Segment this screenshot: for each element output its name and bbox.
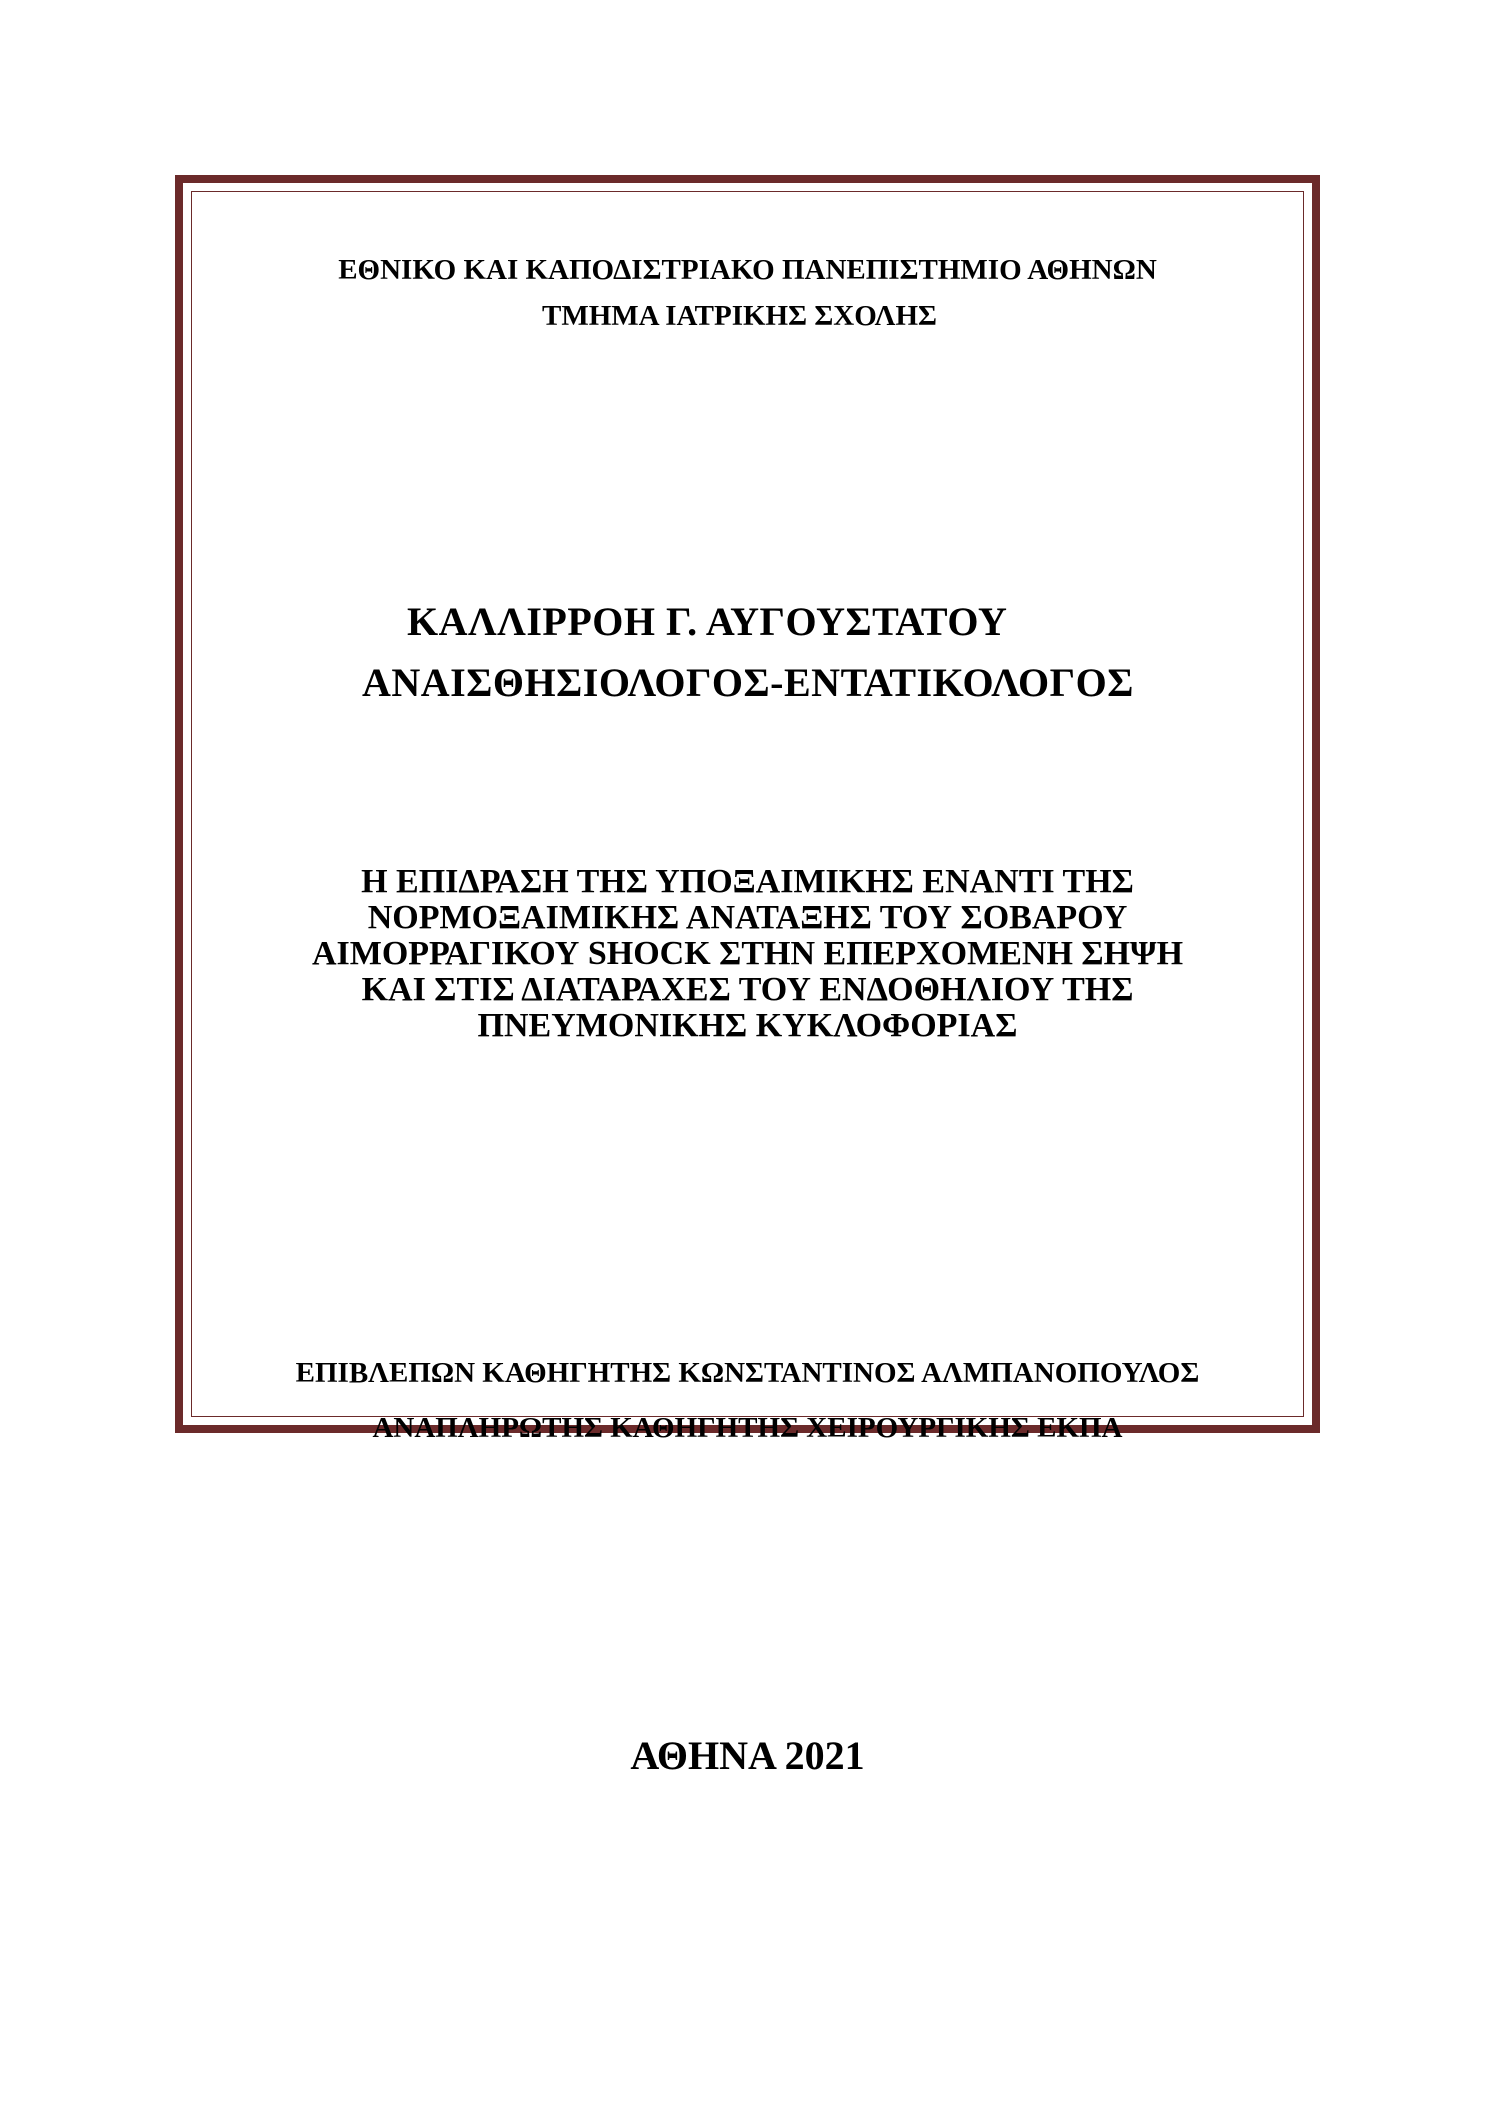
thesis-title-line: ΝΟΡΜΟΞΑΙΜΙΚΗΣ ΑΝΑΤΑΞΗΣ ΤΟΥ ΣΟΒΑΡΟΥ xyxy=(367,899,1128,936)
thesis-title-line: ΠΝΕΥΜΟΝΙΚΗΣ ΚΥΚΛΟΦΟΡΙΑΣ xyxy=(477,1007,1018,1044)
supervisor-name: ΕΠΙΒΛΕΠΩΝ ΚΑΘΗΓΗΤΗΣ ΚΩΝΣΤΑΝΤΙΝΟΣ ΑΛΜΠΑΝΟΠΟΥΛΟΣ xyxy=(295,1357,1200,1389)
department-name: ΤΜΗΜΑ ΙΑΤΡΙΚΗΣ ΣΧΟΛΗΣ xyxy=(542,300,937,332)
supervisor-role: ΑΝΑΠΛΗΡΩΤΗΣ ΚΑΘΗΓΗΤΗΣ ΧΕΙΡΟΥΡΓΙΚΗΣ ΕΚΠΑ xyxy=(372,1412,1123,1444)
thesis-title-line: ΑΙΜΟΡΡΑΓΙΚΟΥ SHOCK ΣΤΗΝ ΕΠΕΡΧΟΜΕΝΗ ΣΗΨΗ xyxy=(311,935,1184,972)
cover-border xyxy=(175,175,1320,1778)
author-specialty: ΑΝΑΙΣΘΗΣΙΟΛΟΓΟΣ-ΕΝΤΑΤΙΚΟΛΟΓΟΣ xyxy=(362,660,1134,705)
cover-inner-border xyxy=(191,191,1304,1778)
thesis-title xyxy=(192,864,1303,1044)
place-and-year: ΑΘΗΝΑ 2021 xyxy=(630,1733,865,1778)
author-name: ΚΑΛΛΙΡΡΟΗ Γ. ΑΥΓΟΥΣΤΑΤΟΥ xyxy=(407,599,1008,644)
thesis-title-line: ΚΑΙ ΣΤΙΣ ΔΙΑΤΑΡΑΧΕΣ ΤΟΥ ΕΝΔΟΘΗΛΙΟΥ ΤΗΣ xyxy=(361,971,1134,1008)
thesis-title-line: Η ΕΠΙΔΡΑΣΗ ΤΗΣ ΥΠΟΞΑΙΜΙΚΗΣ ΕΝΑΝΤΙ ΤΗΣ xyxy=(361,863,1134,900)
university-name: ΕΘΝΙΚΟ ΚΑΙ ΚΑΠΟΔΙΣΤΡΙΑΚΟ ΠΑΝΕΠΙΣΤΗΜΙΟ ΑΘΗΝΩΝ xyxy=(338,254,1157,286)
